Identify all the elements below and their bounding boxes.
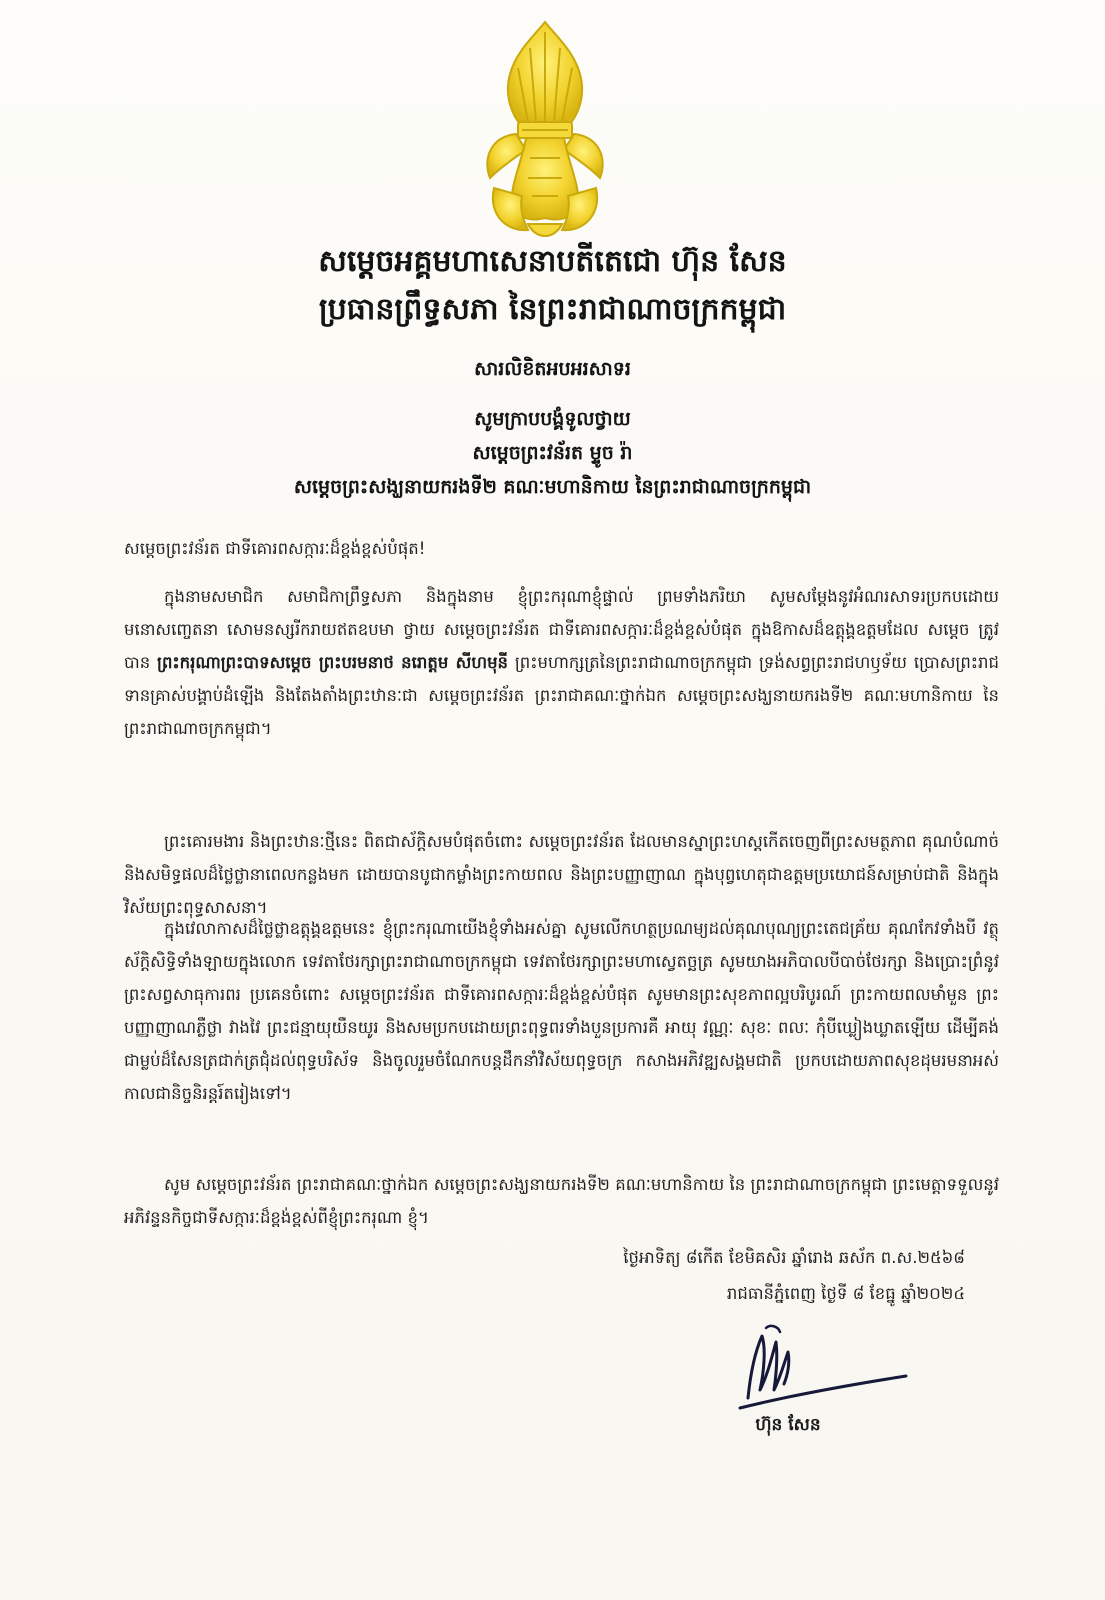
- signer-name: ហ៊ុន សែន: [755, 1415, 821, 1435]
- recipient-name: សម្ដេចព្រះវន័រត ម្ទូច រ៉ា: [472, 442, 633, 464]
- addressing-line: សូមក្រាបបង្គំទូលថ្វាយ: [474, 408, 631, 430]
- sender-position-title: ប្រធានព្រឹទ្ធសភា នៃព្រះរាជាណាចក្រកម្ពុជា: [318, 292, 787, 327]
- paragraph-1: [124, 580, 999, 745]
- paragraph-1-text-b: ព្រះមហាក្សត្រនៃព្រះរាជាណាចក្រកម្ពុជា ទ្រង់សព្វព្រះរាជហឫទ័យ ប្រោសព្រះរាជទានគ្រាស់បង្គាប់ដំឡើង និងតែងតាំងព្រះឋានៈជា សម្ដេចព្រះវន័រត ព្រះរាជាគណៈថ្នាក់ឯក សម្ដេចព្រះសង្ឃនាយករងទី២ គណៈមហានិកាយ នៃព្រះរាជាណាចក្រកម្ពុជា។: [124, 653, 999, 738]
- sender-name-title: សម្ដេចអគ្គមហាសេនាបតីតេជោ ហ៊ុន សែន: [318, 244, 787, 279]
- salutation: សម្ដេចព្រះវន័រត ជាទីគោរពសក្ការៈដ៏ខ្ពង់ខ្ពស់បំផុត!: [124, 539, 426, 558]
- solar-date: រាជធានីភ្នំពេញ ថ្ងៃទី ៨ ខែធ្នូ ឆ្នាំ២០២៤: [726, 1284, 965, 1303]
- paragraph-1-text-a: ក្នុងនាមសមាជិក សមាជិកាព្រឹទ្ធសភា និងក្នុងនាម ខ្ញុំព្រះករុណាខ្ញុំផ្ទាល់ ព្រមទាំងភរិយា សូមសម្ដែងនូវអំណរសាទរប្រកបដោយមនោសញ្ចេតនា សោមនស្សរីករាយឥតឧបមា ថ្វាយ សម្ដេចព្រះវន័រត ជាទីគោរពសក្ការៈដ៏ខ្ពង់ខ្ពស់បំផុត ក្នុងឱកាសដ៏ឧត្តុង្គឧត្តមដែល សម្ដេច ត្រូវបាន: [124, 587, 999, 672]
- document-type-heading: សារលិខិតអបអរសាទរ: [474, 358, 631, 380]
- paragraph-3: ក្នុងវេលាកាសដ៏ថ្លៃថ្លាឧត្តុង្គឧត្តមនេះ ខ្ញុំព្រះករុណាយើងខ្ញុំទាំងអស់គ្នា សូមលើកហត្ថប្រណម្យដល់គុណបុណ្យព្រះតេជគ្រ័យ គុណកែវទាំងបី វត្ថុស័ក្តិសិទ្ធិទាំងឡាយក្នុងលោក ទេវតាថែរក្សាព្រះរាជាណាចក្រកម្ពុជា ទេវតាថែរក្សាព្រះមហាស្វេតច្ឆត្រ សូមយាងអភិបាលបីបាច់ថែរក្សា និងប្រោះព្រំនូវព្រះសព្វសាធុការពរ ប្រគេនចំពោះ សម្ដេចព្រះវន័រត ជាទីគោរពសក្ការៈដ៏ខ្ពង់ខ្ពស់បំផុត សូមមានព្រះសុខភាពល្អបរិបូរណ៍ ព្រះកាយពលមាំមួន ព្រះបញ្ញាញាណភ្លឺថ្លា វាងវៃ ព្រះជន្មាយុយឺនយូរ និងសមប្រកបដោយព្រះពុទ្ធពរទាំងបួនប្រការគឺ អាយុ វណ្ណៈ សុខៈ ពលៈ កុំបីឃ្លៀងឃ្លាតឡើយ ដើម្បីគង់ជាម្លប់ដ៏សែនត្រជាក់ត្រជុំដល់ពុទ្ធបរិស័ទ និងចូលរួមចំណែកបន្តដឹកនាំវិស័យពុទ្ធចក្រ កសាងអភិវឌ្ឍសង្គមជាតិ ប្រកបដោយភាពសុខដុមរមនាអស់កាលជានិច្ចនិរន្តរ៍តរៀងទៅ។: [124, 919, 999, 1103]
- handwritten-signature: [710, 1318, 920, 1413]
- paragraph-1-king-name: ព្រះករុណាព្រះបាទសម្ដេច ព្រះបរមនាថ នរោត្តម សីហមុនី: [157, 653, 509, 672]
- paragraph-2: ព្រះគោរមងារ និងព្រះឋានៈថ្មីនេះ ពិតជាស័ក្តិសមបំផុតចំពោះ សម្ដេចព្រះវន័រត ដែលមានស្នាព្រះហស្តកើតចេញពីព្រះសមត្ថភាព គុណបំណាច់ និងសមិទ្ធផលដ៏ថ្លៃថ្លានាពេលកន្លងមក ដោយបានបូជាកម្លាំងព្រះកាយពល និងព្រះបញ្ញាញាណ ក្នុងបុព្វហេតុជាឧត្តមប្រយោជន៍សម្រាប់ជាតិ និងក្នុងវិស័យព្រះពុទ្ធសាសនា។: [124, 832, 999, 917]
- recipient-title: សម្ដេចព្រះសង្ឃនាយករងទី២ គណៈមហានិកាយ នៃព្រះរាជាណាចក្រកម្ពុជា: [293, 476, 812, 498]
- paragraph-4: សូម សម្ដេចព្រះវន័រត ព្រះរាជាគណៈថ្នាក់ឯក សម្ដេចព្រះសង្ឃនាយករងទី២ គណៈមហានិកាយ នៃ ព្រះរាជាណាចក្រកម្ពុជា ព្រះមេត្តាទទួលនូវអភិវន្ទនកិច្ចជាទីសក្ការៈដ៏ខ្ពង់ខ្ពស់ពីខ្ញុំព្រះករុណា ខ្ញុំ។: [124, 1175, 999, 1227]
- royal-emblem-icon: [470, 18, 620, 248]
- lunar-date: ថ្ងៃអាទិត្យ ៨កើត ខែមិគសិរ ឆ្នាំរោង ឆស័ក ព.ស.២៥៦៨: [623, 1248, 965, 1267]
